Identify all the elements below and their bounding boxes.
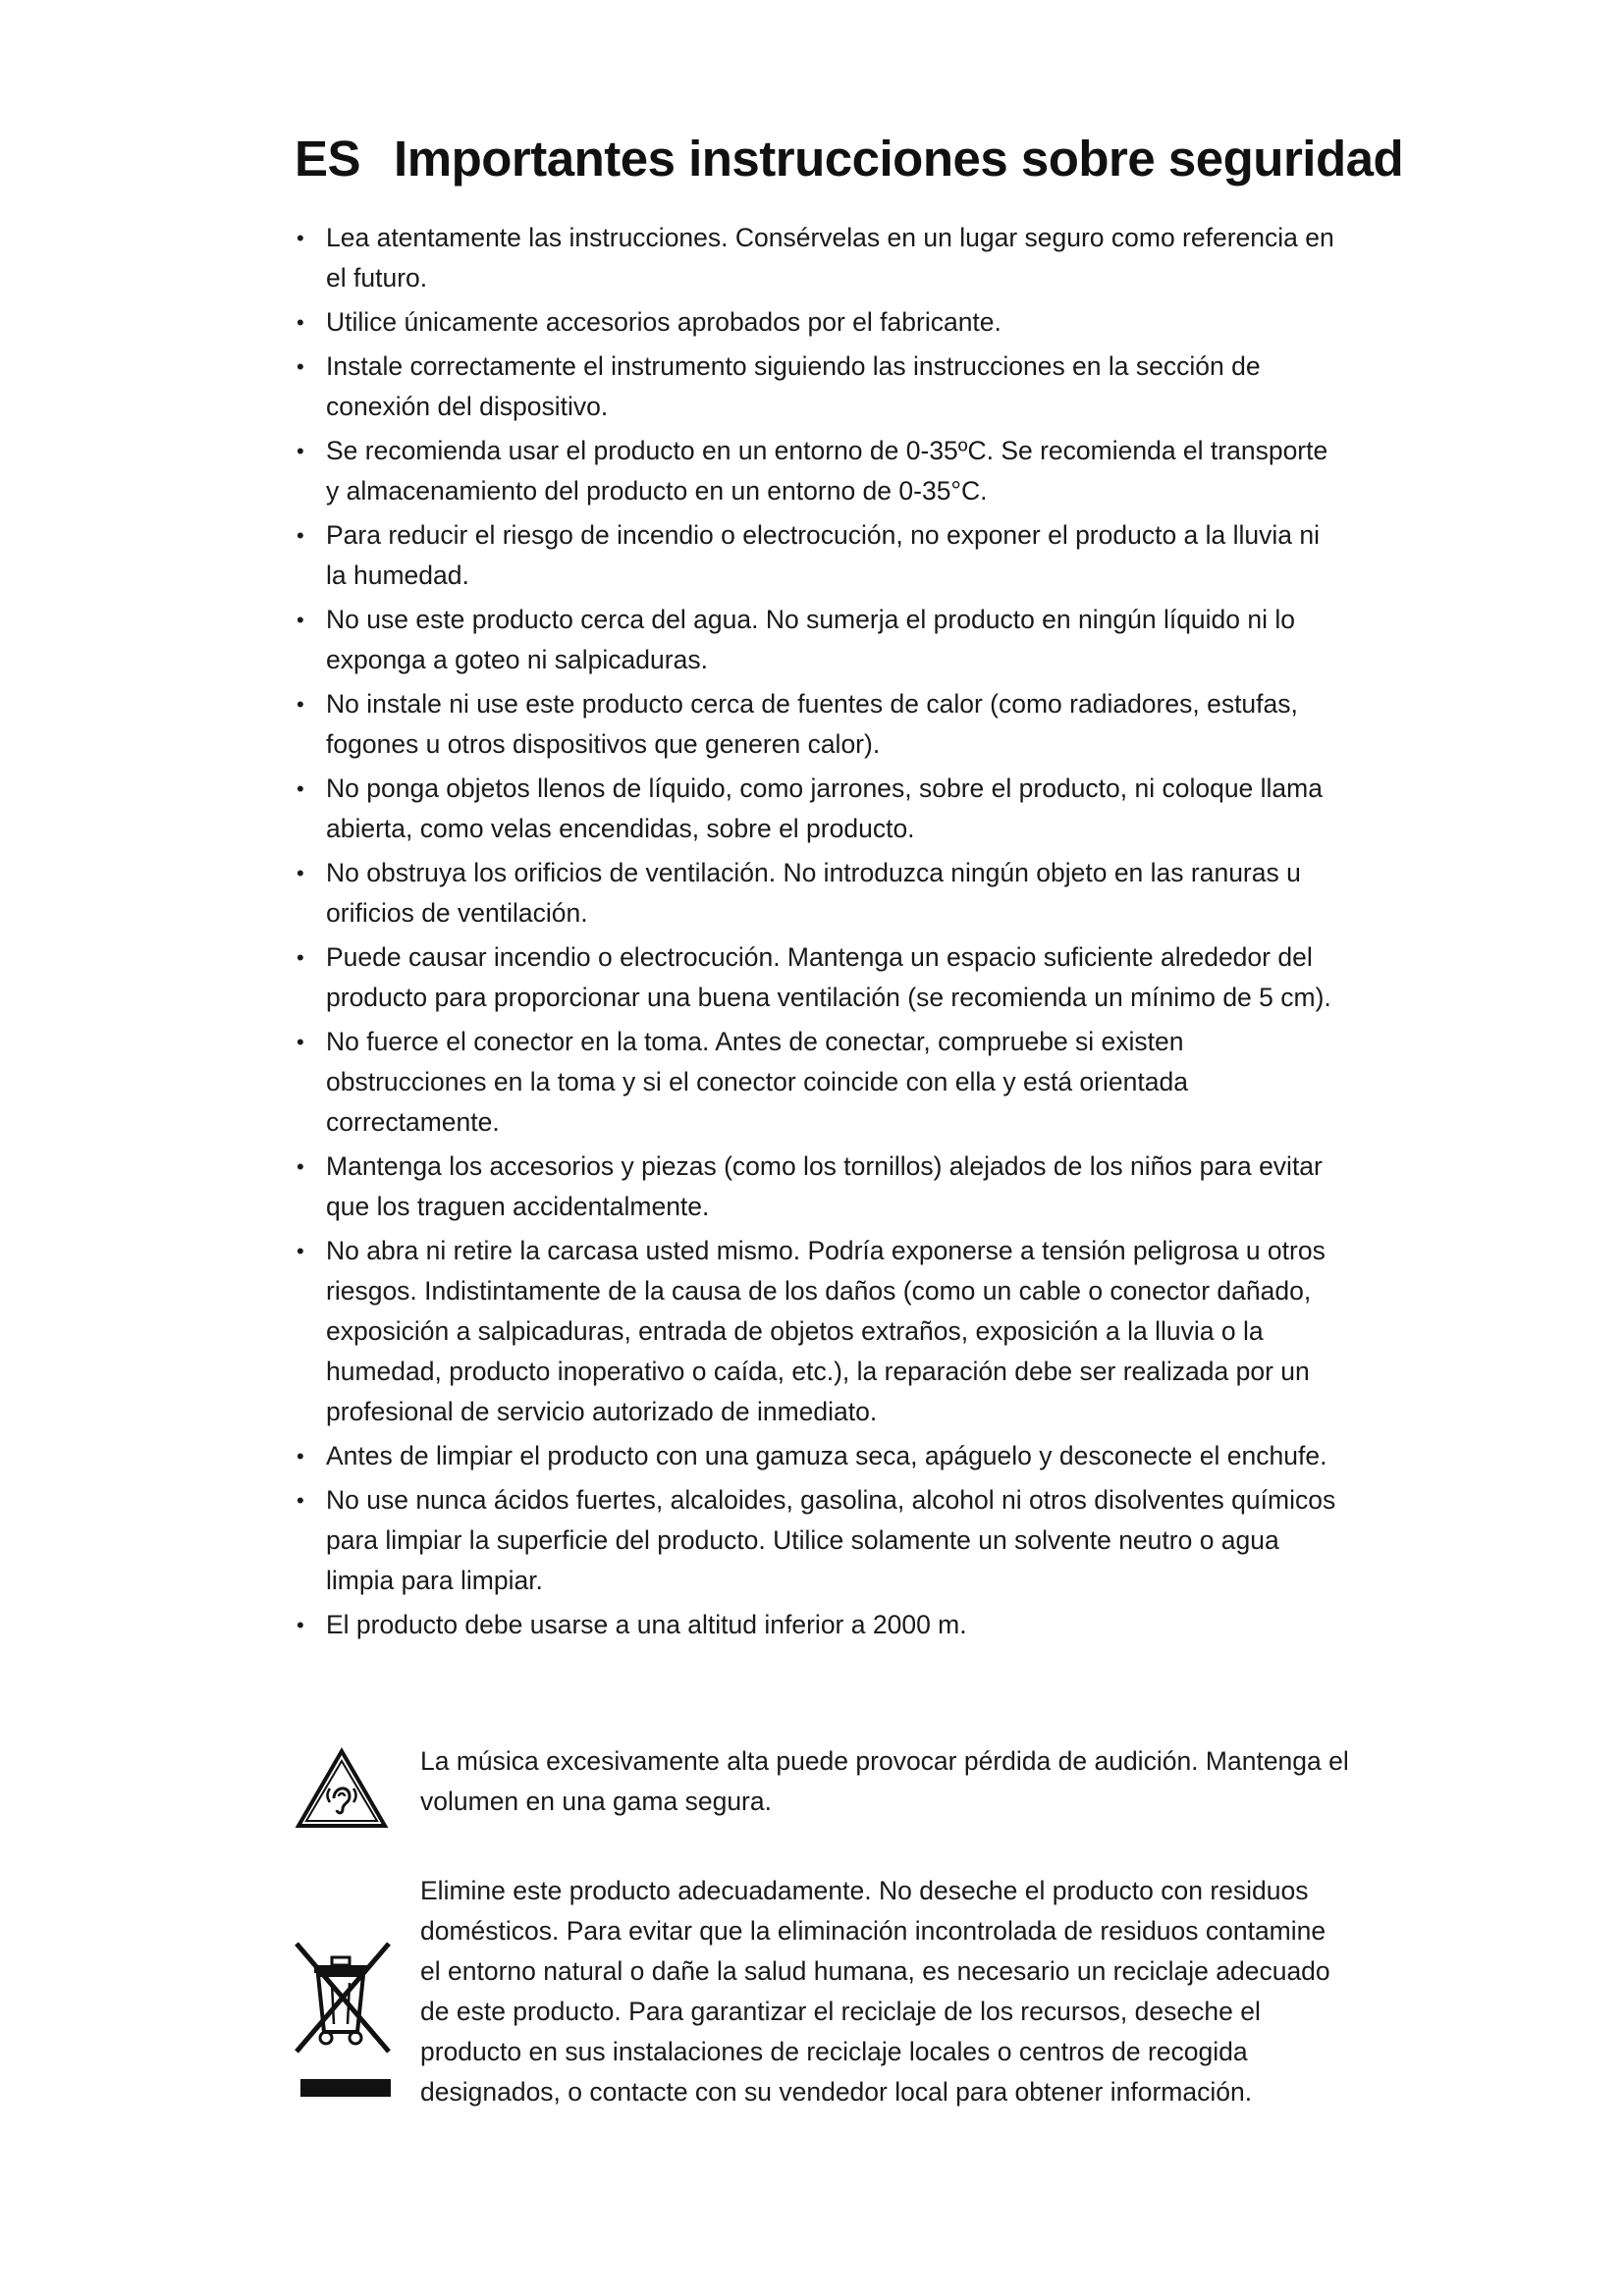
list-item-text: Se recomienda usar el producto en un entorno de 0-35ºC. Se recomienda el transporte y almacenamiento del producto en un entorno de 0-35°C. xyxy=(326,436,1328,506)
crossed-out-wheelie-bin-icon xyxy=(291,1936,401,2108)
list-item xyxy=(295,937,1345,1018)
list-item-text: Para reducir el riesgo de incendio o electrocución, no exponer el producto a la lluvia ni la humedad. xyxy=(326,520,1321,590)
list-item xyxy=(295,1436,1345,1476)
list-item-text: Puede causar incendio o electrocución. Mantenga un espacio suficiente alrededor del producto para proporcionar una buena ventilación (se recomienda un mínimo de 5 cm). xyxy=(326,942,1331,1012)
list-item xyxy=(295,347,1345,427)
bullet-icon: • xyxy=(297,310,304,335)
list-item xyxy=(295,1022,1345,1143)
hearing-warning-text: La música excesivamente alta puede provocar pérdida de audición. Mantenga el volumen en una gama segura. xyxy=(420,1746,1349,1816)
list-item xyxy=(295,600,1345,680)
hearing-warning-notice xyxy=(295,1741,1355,1849)
bullet-icon: • xyxy=(297,439,304,463)
bullet-icon: • xyxy=(297,354,304,379)
list-item xyxy=(295,431,1345,511)
bullet-icon: • xyxy=(297,861,304,885)
list-item xyxy=(295,1147,1345,1227)
safety-instructions-list xyxy=(295,218,1345,1649)
bullet-icon: • xyxy=(297,226,304,250)
bullet-icon: • xyxy=(297,1613,304,1637)
list-item xyxy=(295,218,1345,298)
list-item-text: No use nunca ácidos fuertes, alcaloides, gasolina, alcohol ni otros disolventes químicos para limpiar la superficie del producto. Utilice solamente un solvente neutro o agua limpia para limpiar. xyxy=(326,1485,1336,1595)
bullet-icon: • xyxy=(297,945,304,970)
list-item-text: Mantenga los accesorios y piezas (como los tornillos) alejados de los niños para evitar que los traguen accidentalmente. xyxy=(326,1151,1323,1221)
bullet-icon: • xyxy=(297,1030,304,1054)
list-item-text: No use este producto cerca del agua. No sumerja el producto en ningún líquido ni lo exponga a goteo ni salpicaduras. xyxy=(326,605,1296,674)
list-item-text: No ponga objetos llenos de líquido, como jarrones, sobre el producto, ni coloque llama abierta, como velas encendidas, sobre el producto. xyxy=(326,774,1323,843)
title-text: Importantes instrucciones sobre seguridad xyxy=(394,131,1404,187)
disposal-notice xyxy=(295,1871,1355,2185)
list-item-text: Antes de limpiar el producto con una gamuza seca, apáguelo y desconecte el enchufe. xyxy=(326,1441,1327,1470)
bullet-icon: • xyxy=(297,523,304,548)
language-code: ES xyxy=(295,131,361,187)
list-item xyxy=(295,769,1345,849)
hearing-warning-icon xyxy=(295,1747,389,1835)
list-item-text: No fuerce el conector en la toma. Antes de conectar, compruebe si existen obstrucciones en la toma y si el conector coincide con ella y está orientada correctamente. xyxy=(326,1027,1188,1137)
list-item-text: No obstruya los orificios de ventilación. No introduzca ningún objeto en las ranuras u orificios de ventilación. xyxy=(326,858,1301,928)
list-item-text: Instale correctamente el instrumento siguiendo las instrucciones en la sección de conexión del dispositivo. xyxy=(326,351,1261,421)
list-item xyxy=(295,1605,1345,1645)
list-item xyxy=(295,853,1345,934)
disposal-notice-text: Elimine este producto adecuadamente. No deseche el producto con residuos domésticos. Para evitar que la eliminación incontrolada de residuos contamine el entorno natural o dañe la salud humana, es necesario un reciclaje adecuado de este producto. Para garantizar el reciclaje de los recursos, deseche el producto en sus instalaciones de reciclaje locales o centros de recogida designados, o contacte con su vendedor local para obtener información. xyxy=(420,1876,1330,2107)
page-title xyxy=(295,130,1403,187)
bullet-icon: • xyxy=(297,1239,304,1263)
list-item-text: Utilice únicamente accesorios aprobados por el fabricante. xyxy=(326,307,1001,337)
list-item-text: No abra ni retire la carcasa usted mismo. Podría exponerse a tensión peligrosa u otros riesgos. Indistintamente de la causa de los daños (como un cable o conector dañado, exposición a salpicaduras, entrada de objetos extraños, exposición a la lluvia o la humedad, producto inoperativo o caída, etc.), la reparación debe ser realizada por un profesional de servicio autorizado de inmediato. xyxy=(326,1236,1326,1426)
bullet-icon: • xyxy=(297,1154,304,1179)
bullet-icon: • xyxy=(297,692,304,717)
list-item-text: El producto debe usarse a una altitud inferior a 2000 m. xyxy=(326,1610,967,1639)
list-item-text: Lea atentamente las instrucciones. Consérvelas en un lugar seguro como referencia en el futuro. xyxy=(326,223,1334,293)
list-item xyxy=(295,515,1345,596)
list-item xyxy=(295,1231,1345,1432)
bullet-icon: • xyxy=(297,1488,304,1513)
bullet-icon: • xyxy=(297,1444,304,1468)
list-item xyxy=(295,684,1345,765)
list-item xyxy=(295,1480,1345,1601)
bullet-icon: • xyxy=(297,776,304,801)
list-item xyxy=(295,302,1345,343)
bullet-icon: • xyxy=(297,608,304,632)
list-item-text: No instale ni use este producto cerca de fuentes de calor (como radiadores, estufas, fogones u otros dispositivos que generen calor). xyxy=(326,689,1298,759)
